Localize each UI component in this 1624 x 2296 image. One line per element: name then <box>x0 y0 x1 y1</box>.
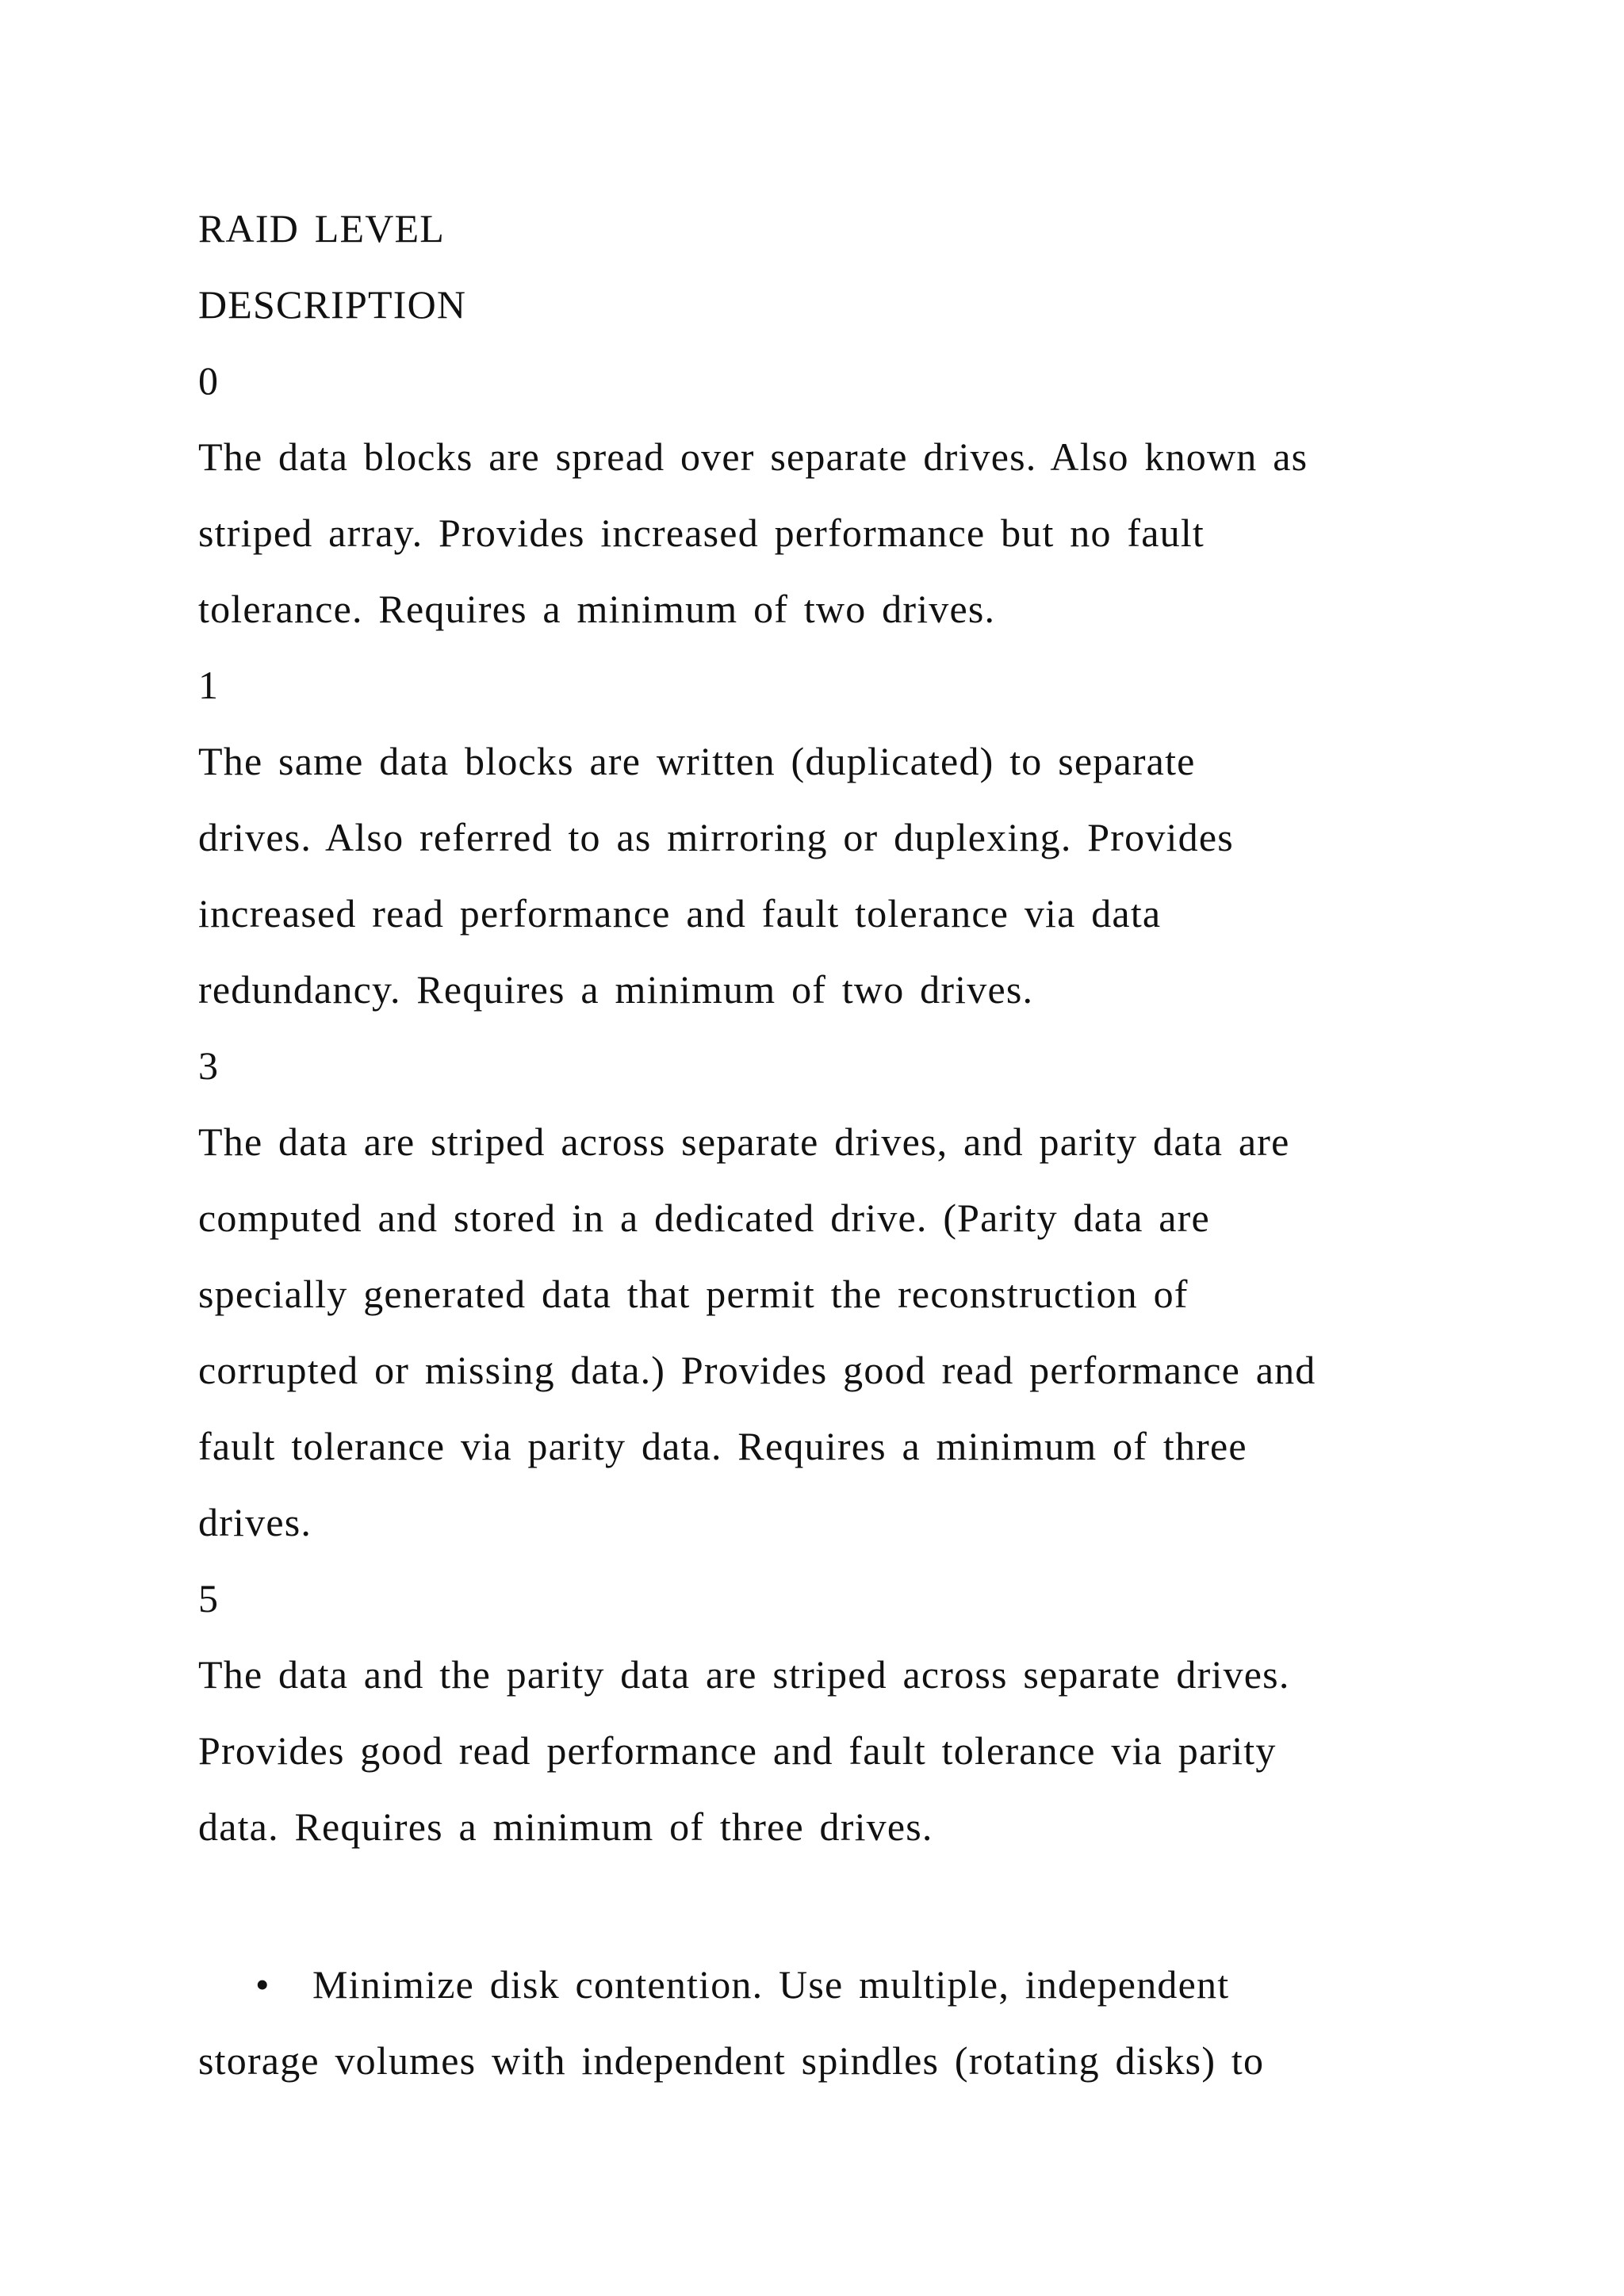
raid-5-description-line: The data and the parity data are striped across separate drives. <box>198 1652 1290 1697</box>
paragraph-gap <box>198 1865 1451 1946</box>
raid-3-description-line: drives. <box>198 1500 312 1544</box>
raid-1-description-line: redundancy. Requires a minimum of two drives. <box>198 967 1034 1012</box>
raid-level-5: 5 <box>198 1576 220 1621</box>
raid-0-description-line: The data blocks are spread over separate drives. Also known as <box>198 434 1308 479</box>
raid-0-description-line: striped array. Provides increased performance but no fault <box>198 511 1205 555</box>
raid-text-block <box>198 190 1451 2099</box>
raid-5-description-line: data. Requires a minimum of three drives. <box>198 1804 933 1849</box>
bullet-symbol: • <box>255 1962 270 2007</box>
raid-level-1: 1 <box>198 663 220 707</box>
raid-1-description-line: increased read performance and fault tolerance via data <box>198 891 1162 936</box>
raid-1-description-line: The same data blocks are written (duplicated) to separate <box>198 739 1196 783</box>
raid-1-description-line: drives. Also referred to as mirroring or duplexing. Provides <box>198 815 1234 859</box>
raid-3-description-line: specially generated data that permit the reconstruction of <box>198 1272 1189 1316</box>
raid-level-3: 3 <box>198 1043 220 1088</box>
raid-3-description-line: fault tolerance via parity data. Requires a minimum of three <box>198 1424 1247 1468</box>
bullet-text-line: storage volumes with independent spindles (rotating disks) to <box>198 2038 1265 2083</box>
raid-3-description-line: corrupted or missing data.) Provides good read performance and <box>198 1348 1316 1392</box>
header-raid-level: RAID LEVEL <box>198 206 445 251</box>
bullet-text-line: Minimize disk contention. Use multiple, independent <box>312 1962 1230 2007</box>
header-description: DESCRIPTION <box>198 282 467 327</box>
raid-3-description-line: computed and stored in a dedicated drive. (Parity data are <box>198 1196 1210 1240</box>
raid-3-description-line: The data are striped across separate drives, and parity data are <box>198 1119 1290 1164</box>
raid-level-0: 0 <box>198 358 220 403</box>
raid-0-description-line: tolerance. Requires a minimum of two drives. <box>198 587 996 631</box>
raid-5-description-line: Provides good read performance and fault tolerance via parity <box>198 1728 1277 1773</box>
bullet-item <box>198 1946 1451 2022</box>
